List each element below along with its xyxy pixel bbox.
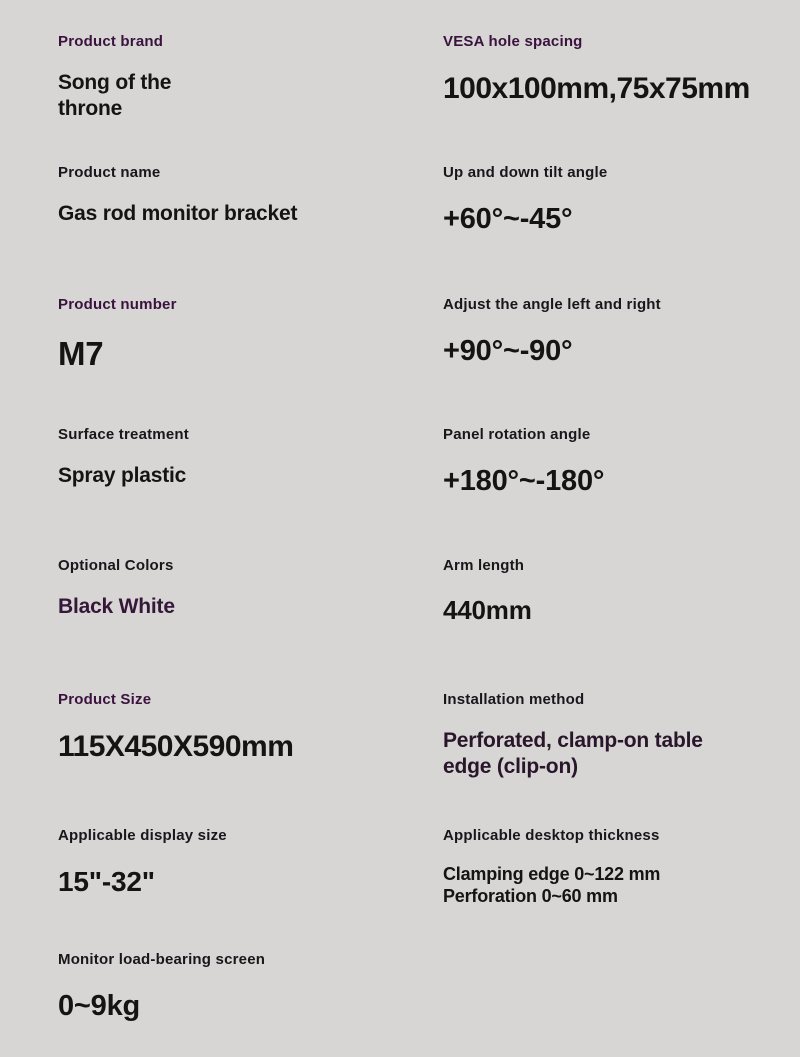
spec-surface-treatment bbox=[0, 393, 403, 524]
spec-label-arm-length: Arm length bbox=[443, 557, 525, 574]
spec-label-surface: Surface treatment bbox=[58, 426, 189, 443]
spec-value-load-bearing: 0~9kg bbox=[58, 990, 141, 1022]
spec-product-size bbox=[0, 658, 403, 794]
spec-value-arm-length: 440mm bbox=[443, 595, 532, 625]
spec-product-name bbox=[0, 131, 403, 263]
spec-label-installation: Installation method bbox=[443, 691, 585, 708]
spec-value-tilt: +60°~-45° bbox=[443, 203, 573, 235]
spec-label-product-number: Product number bbox=[58, 296, 177, 313]
spec-label-vesa: VESA hole spacing bbox=[443, 33, 583, 50]
spec-value-swivel: +90°~-90° bbox=[443, 335, 573, 367]
spec-vesa-hole-spacing bbox=[403, 0, 800, 131]
spec-optional-colors bbox=[0, 524, 403, 658]
spec-value-product-number: M7 bbox=[58, 335, 104, 372]
spec-installation-method bbox=[403, 658, 800, 794]
spec-value-product-name: Gas rod monitor bracket bbox=[58, 202, 298, 225]
spec-load-bearing bbox=[0, 918, 403, 1057]
spec-value-installation: Perforated, clamp-on table edge (clip-on) bbox=[443, 729, 703, 779]
spec-label-desktop-thickness: Applicable desktop thickness bbox=[443, 827, 660, 844]
spec-desktop-thickness bbox=[403, 794, 800, 918]
spec-value-optional-colors: Black White bbox=[58, 595, 175, 618]
spec-value-rotation: +180°~-180° bbox=[443, 465, 605, 497]
spec-label-rotation: Panel rotation angle bbox=[443, 426, 591, 443]
spec-label-swivel: Adjust the angle left and right bbox=[443, 296, 661, 313]
spec-tilt-angle bbox=[403, 131, 800, 263]
spec-label-optional-colors: Optional Colors bbox=[58, 557, 174, 574]
spec-label-load-bearing: Monitor load-bearing screen bbox=[58, 951, 266, 968]
spec-rotation-angle bbox=[403, 393, 800, 524]
spec-product-brand bbox=[0, 0, 403, 131]
spec-label-product-name: Product name bbox=[58, 164, 161, 181]
spec-empty-cell bbox=[403, 918, 800, 1057]
spec-value-surface: Spray plastic bbox=[58, 464, 187, 487]
spec-label-display-size: Applicable display size bbox=[58, 827, 227, 844]
spec-label-product-size: Product Size bbox=[58, 691, 152, 708]
spec-label-product-brand: Product brand bbox=[58, 33, 164, 50]
spec-label-tilt: Up and down tilt angle bbox=[443, 164, 608, 181]
spec-value-display-size: 15"-32" bbox=[58, 866, 155, 897]
spec-display-size bbox=[0, 794, 403, 918]
spec-value-product-size: 115X450X590mm bbox=[58, 730, 294, 763]
spec-arm-length bbox=[403, 524, 800, 658]
spec-swivel-angle bbox=[403, 263, 800, 393]
spec-value-product-brand: Song of the throne bbox=[58, 71, 172, 121]
spec-value-desktop-thickness: Clamping edge 0~122 mm Perforation 0~60 mm bbox=[443, 864, 661, 906]
spec-product-number bbox=[0, 263, 403, 393]
spec-value-vesa: 100x100mm,75x75mm bbox=[443, 72, 750, 105]
